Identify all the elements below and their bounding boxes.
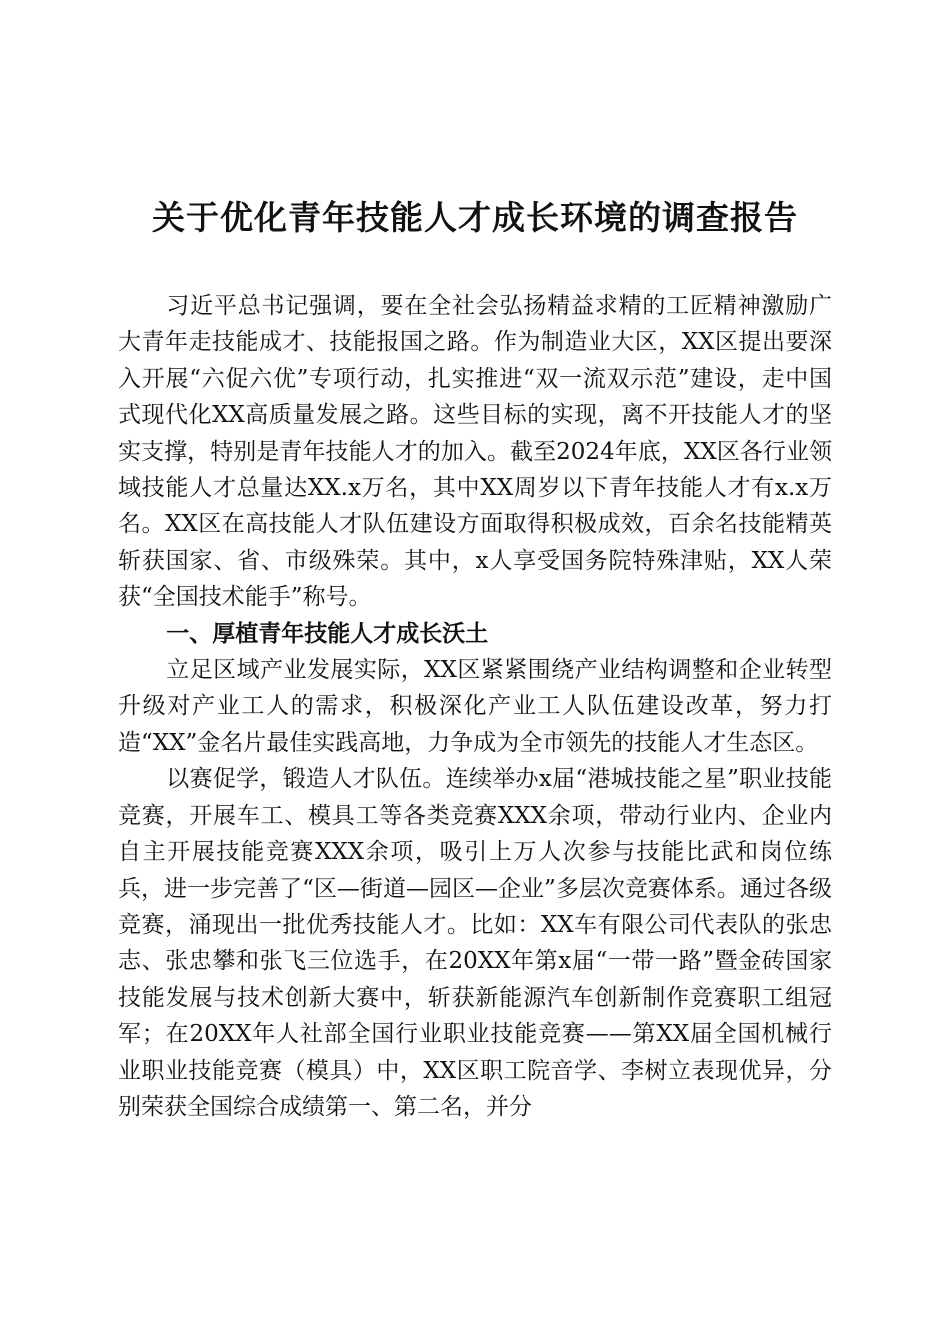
document-title: 关于优化青年技能人才成长环境的调查报告 [152,198,798,237]
section-1-paragraph-2: 以赛促学，锻造人才队伍。连续举办x届“港城技能之星”职业技能竞赛，开展车工、模具工等各类竞赛XXX余项，带动行业内、企业内自主开展技能竞赛XXX余项，吸引上万人次参与技能比武和岗位练兵，进一步完善了“区—街道—园区—企业”多层次竞赛体系。通过各级竞赛，涌现出一批优秀技能人才。比如：XX车有限公司代表队的张忠志、张忠攀和张飞三位选手，在20XX年第x届“一带一路”暨金砖国家技能发展与技术创新大赛中，斩获新能源汽车创新制作竞赛职工组冠军；在20XX年人社部全国行业职业技能竞赛——第XX届全国机械行业职业技能竞赛（模具）中，XX区职工院音学、李树立表现优异，分别荣获全国综合成绩第一、第二名，并分 [118,766,832,1120]
section-heading-1: 一、厚植青年技能人才成长沃土 [166,620,489,647]
document-body [118,288,832,1125]
section-1-paragraph-1: 立足区域产业发展实际，XX区紧紧围绕产业结构调整和企业转型升级对产业工人的需求，积极深化产业工人队伍建设改革，努力打造“XX”金名片最佳实践高地，力争成为全市领先的技能人才生态区。 [118,657,832,756]
intro-paragraph: 习近平总书记强调，要在全社会弘扬精益求精的工匠精神激励广大青年走技能成才、技能报国之路。作为制造业大区，XX区提出要深入开展“六促六优”专项行动，扎实推进“双一流双示范”建设，走中国式现代化XX高质量发展之路。这些目标的实现，离不开技能人才的坚实支撑，特别是青年技能人才的加入。截至2024年底，XX区各行业领域技能人才总量达XX.x万名，其中XX周岁以下青年技能人才有x.x万名。XX区在高技能人才队伍建设方面取得积极成效，百余名技能精英斩获国家、省、市级殊荣。其中，x人享受国务院特殊津贴，XX人荣获“全国技术能手”称号。 [118,293,832,611]
